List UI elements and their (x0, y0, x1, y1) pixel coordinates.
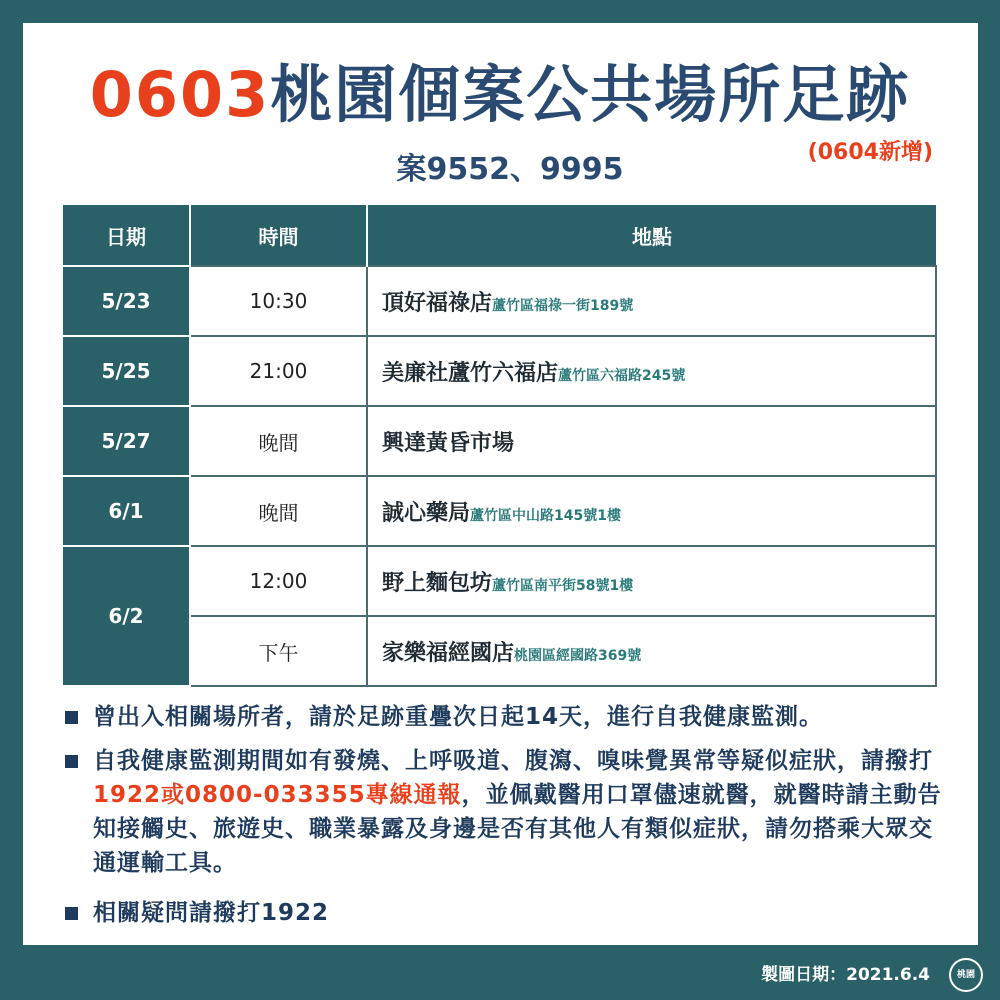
row-time: 下午 (190, 616, 367, 686)
header-time: 時間 (190, 205, 367, 266)
place-name: 家樂福經國店 (382, 640, 515, 666)
note-text-cont: ，並佩戴醫用口罩儘速就醫，就醫時請主動告知接觸史、旅遊史、職業暴露及身邊是否有其他人有類似症狀，請勿搭乘大眾交通運輸工具。 (93, 782, 942, 876)
place-address: 桃園區經國路369號 (514, 647, 642, 664)
place-name: 頂好福祿店 (382, 290, 493, 316)
title-date: 0603 (89, 58, 271, 131)
row-time: 12:00 (190, 546, 367, 616)
row-location (367, 266, 936, 336)
row-date: 5/23 (63, 266, 190, 336)
title-text: 桃園個案公共場所足跡 (270, 58, 911, 131)
table-row (63, 406, 936, 476)
bullet-square-icon (65, 711, 78, 724)
place-address: 蘆竹區南平街58號1樓 (492, 577, 634, 594)
place-address: 蘆竹區福祿一街189號 (492, 297, 634, 314)
row-location (367, 336, 936, 406)
row-location (367, 546, 936, 616)
hotline-numbers: 1922或0800-033355專線通報 (93, 782, 462, 808)
header-date: 日期 (63, 205, 190, 266)
table-row (63, 476, 936, 546)
table-row (63, 266, 936, 336)
note-item (65, 896, 955, 930)
row-location (367, 616, 936, 686)
notes-section (65, 700, 955, 940)
made-date: 製圖日期：2021.6.4 (761, 965, 930, 985)
row-date: 5/25 (63, 336, 190, 406)
table-header-row (63, 205, 936, 266)
table-row (63, 336, 936, 406)
row-location (367, 406, 936, 476)
page-title (0, 55, 1000, 135)
footprint-table (63, 205, 937, 687)
bullet-square-icon (65, 907, 78, 920)
taoyuan-seal-icon: 桃園 (949, 958, 983, 992)
new-tag: (0604新增) (807, 140, 933, 165)
place-name: 美廉社蘆竹六福店 (382, 360, 559, 386)
table-row (63, 616, 936, 686)
row-location (367, 476, 936, 546)
note-text: 相關疑問請撥打1922 (93, 900, 330, 926)
row-time: 晚間 (190, 406, 367, 476)
case-numbers: 案9552、9995 (396, 152, 624, 187)
place-address: 蘆竹區中山路145號1樓 (470, 507, 621, 524)
row-time: 晚間 (190, 476, 367, 546)
place-name: 野上麵包坊 (382, 570, 493, 596)
place-address: 蘆竹區六福路245號 (558, 367, 686, 384)
row-date: 6/2 (63, 546, 190, 686)
note-item (65, 744, 955, 880)
place-name: 誠心藥局 (382, 500, 471, 526)
row-time: 10:30 (190, 266, 367, 336)
note-text: 自我健康監測期間如有發燒、上呼吸道、腹瀉、嗅味覺異常等疑似症狀，請撥打 (93, 748, 933, 774)
row-time: 21:00 (190, 336, 367, 406)
bullet-square-icon (65, 755, 78, 768)
table-row (63, 546, 936, 616)
place-name: 興達黃昏市場 (382, 430, 515, 456)
row-date: 6/1 (63, 476, 190, 546)
note-item (65, 700, 955, 734)
header-place: 地點 (367, 205, 936, 266)
row-date: 5/27 (63, 406, 190, 476)
note-text: 曾出入相關場所者，請於足跡重疊次日起14天，進行自我健康監測。 (93, 704, 824, 730)
